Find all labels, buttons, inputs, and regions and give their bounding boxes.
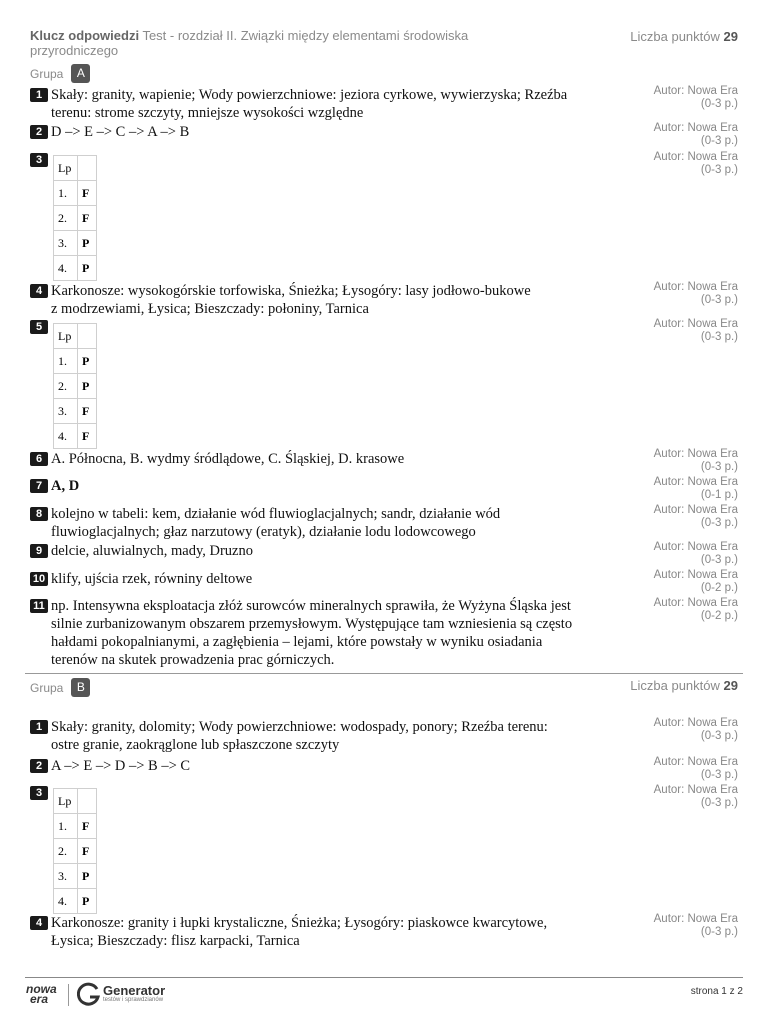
table-header-cell: Lp xyxy=(54,156,78,181)
question-number: 2 xyxy=(30,125,48,139)
author-a10: Autor: Nowa Era (0-2 p.) xyxy=(653,569,738,594)
question-a11 xyxy=(30,597,640,669)
question-a1 xyxy=(30,86,640,122)
question-a6 xyxy=(30,450,640,468)
author-b1: Autor: Nowa Era (0-3 p.) xyxy=(653,717,738,742)
question-number: 6 xyxy=(30,452,48,466)
answer-text: D –> E –> C –> A –> B xyxy=(51,124,190,140)
question-b2 xyxy=(30,757,640,775)
question-number: 5 xyxy=(30,320,48,334)
table-row: 1. P xyxy=(54,349,97,374)
question-a9 xyxy=(30,542,640,560)
answer-text: Skały: granity, dolomity; Wody powierzchniowe: wodospady, ponory; Rzeźba terenu: ostre granie, zaokrąglone lub spłaszczone szczyty xyxy=(51,719,548,753)
question-number: 11 xyxy=(30,599,48,613)
question-a10 xyxy=(30,570,640,588)
table-header-row xyxy=(54,324,97,349)
answer-text: kolejno w tabeli: kem, działanie wód fluwioglacjalnych; sandr, działanie wód fluwioglacjalnych; głaz narzutowy (eratyk), działanie lodu lodowcowego xyxy=(51,506,501,540)
table-header-row xyxy=(54,789,97,814)
answer-table-b3 xyxy=(53,788,97,914)
question-a8 xyxy=(30,505,640,541)
question-number: 2 xyxy=(30,759,48,773)
question-number: 9 xyxy=(30,544,48,558)
question-b4 xyxy=(30,914,640,950)
group-a-label: Grupa A xyxy=(30,64,90,83)
question-number: 3 xyxy=(30,153,48,167)
question-number: 4 xyxy=(30,916,48,930)
answer-text: klify, ujścia rzek, równiny deltowe xyxy=(51,571,253,587)
group-b-label: Grupa B xyxy=(30,678,90,697)
table-header-cell: Lp xyxy=(54,324,78,349)
generator-logo-text: Generator xyxy=(103,983,166,998)
group-separator xyxy=(25,673,743,674)
table-row: 4. F xyxy=(54,424,97,449)
question-a2 xyxy=(30,123,640,141)
author-a2: Autor: Nowa Era (0-3 p.) xyxy=(653,122,738,147)
author-b3: Autor: Nowa Era (0-3 p.) xyxy=(653,784,738,809)
author-a4: Autor: Nowa Era (0-3 p.) xyxy=(653,281,738,306)
author-b4: Autor: Nowa Era (0-3 p.) xyxy=(653,913,738,938)
generator-logo-subtitle: testów i sprawdzianów xyxy=(103,997,164,1003)
title-rest: Test - rozdział II. Związki między elementami środowiska przyrodniczego xyxy=(30,28,469,58)
answer-text: A. Północna, B. wydmy śródlądowe, C. Śląskiej, D. krasowe xyxy=(51,451,405,467)
logo-divider xyxy=(68,984,69,1006)
document-title xyxy=(30,28,510,58)
question-a7 xyxy=(30,477,640,495)
question-b1 xyxy=(30,718,640,754)
question-a4 xyxy=(30,282,640,318)
group-badge: A xyxy=(71,64,90,83)
table-row: 4. P xyxy=(54,256,97,281)
author-a1: Autor: Nowa Era (0-3 p.) xyxy=(653,85,738,110)
table-header-row xyxy=(54,156,97,181)
table-row: 3. P xyxy=(54,864,97,889)
question-number: 1 xyxy=(30,720,48,734)
table-row: 2. P xyxy=(54,374,97,399)
generator-logo-icon xyxy=(77,982,101,1006)
question-number: 8 xyxy=(30,507,48,521)
question-number: 7 xyxy=(30,479,48,493)
table-header-cell: Lp xyxy=(54,789,78,814)
question-number: 10 xyxy=(30,572,48,586)
table-row: 3. F xyxy=(54,399,97,424)
answer-text: np. Intensywna eksploatacja złóż surowców mineralnych sprawiła, że Wyżyna Śląska jest silnie zurbanizowanym obszarem przemysłowym. Występujące tam wzniesienia są często hałdami pokopalnianymi, a zagłębienia – lejami, które powstały w wyniku osiadania terenów na skutek prowadzenia prac górniczych. xyxy=(51,598,573,668)
answer-text: Karkonosze: granity i łupki krystaliczne, Śnieżka; Łysogóry: piaskowce kwarcytowe, Łysica; Bieszczady: flisz karpacki, Tarnica xyxy=(51,915,548,949)
answer-text: A –> E –> D –> B –> C xyxy=(51,758,191,774)
author-b2: Autor: Nowa Era (0-3 p.) xyxy=(653,756,738,781)
table-row: 2. F xyxy=(54,839,97,864)
title-bold: Klucz odpowiedzi xyxy=(30,28,140,43)
question-number: 1 xyxy=(30,88,48,102)
table-row: 1. F xyxy=(54,181,97,206)
group-badge: B xyxy=(71,678,90,697)
group-b-points: Liczba punktów 29 xyxy=(630,678,738,693)
author-a7: Autor: Nowa Era (0-1 p.) xyxy=(653,476,738,501)
footer-rule xyxy=(25,977,743,978)
table-row: 4. P xyxy=(54,889,97,914)
nowa-era-logo: nowa era xyxy=(26,982,57,1006)
author-a11: Autor: Nowa Era (0-2 p.) xyxy=(653,597,738,622)
author-a8: Autor: Nowa Era (0-3 p.) xyxy=(653,504,738,529)
answer-table-a3 xyxy=(53,155,97,281)
total-points: Liczba punktów 29 xyxy=(630,29,738,44)
table-row: 1. F xyxy=(54,814,97,839)
author-a3: Autor: Nowa Era (0-3 p.) xyxy=(653,151,738,176)
question-number: 3 xyxy=(30,786,48,800)
author-a6: Autor: Nowa Era (0-3 p.) xyxy=(653,448,738,473)
answer-table-a5 xyxy=(53,323,97,449)
answer-text: Skały: granity, wapienie; Wody powierzchniowe: jeziora cyrkowe, wywierzyska; Rzeźba terenu: strome szczyty, mniejsze wysokości względne xyxy=(51,87,568,121)
question-number: 4 xyxy=(30,284,48,298)
page-number: strona 1 z 2 xyxy=(690,986,743,997)
answer-text: A, D xyxy=(51,478,80,494)
author-a9: Autor: Nowa Era (0-3 p.) xyxy=(653,541,738,566)
answer-text: Karkonosze: wysokogórskie torfowiska, Śnieżka; Łysogóry: lasy jodłowo-bukowe z modrzewiami, Łysica; Bieszczady: połoniny, Tarnica xyxy=(51,283,531,317)
table-row: 2. F xyxy=(54,206,97,231)
author-a5: Autor: Nowa Era (0-3 p.) xyxy=(653,318,738,343)
answer-text: delcie, aluwialnych, mady, Druzno xyxy=(51,543,253,559)
table-row: 3. P xyxy=(54,231,97,256)
